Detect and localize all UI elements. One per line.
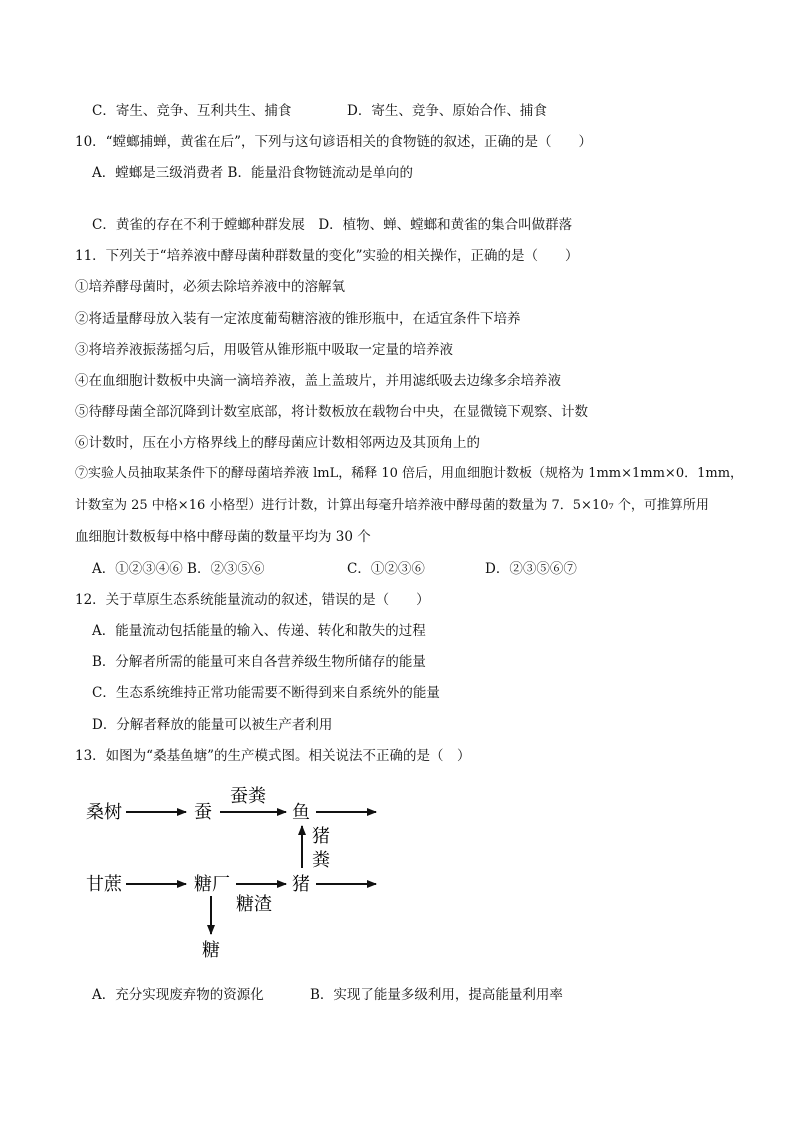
q12-stem: 12．关于草原生态系统能量流动的叙述，错误的是（ ） (75, 592, 430, 608)
q10-options-cd: C．黄雀的存在不利于螳螂种群发展 D．植物、蝉、螳螂和黄雀的集合叫做群落 (92, 217, 573, 233)
q12-option-d: D．分解者释放的能量可以被生产者利用 (92, 717, 333, 733)
q11-item-3: ③将培养液振荡摇匀后，用吸管从锥形瓶中吸取一定量的培养液 (75, 342, 453, 358)
sangji-yutang-diagram (70, 770, 400, 970)
q11-item-1: ①培养酵母菌时，必须去除培养液中的溶解氧 (75, 279, 345, 295)
q13-option-b: B．实现了能量多级利用，提高能量利用率 (310, 987, 563, 1003)
q10-stem: 10．“螳螂捕蝉，黄雀在后”，下列与这句谚语相关的食物链的叙述，正确的是（ ） (75, 134, 592, 150)
q9-option-c: C．寄生、竞争、互利共生、捕食 (92, 103, 292, 119)
q9-option-d: D．寄生、竞争、原始合作、捕食 (347, 103, 547, 119)
node-sangshu: 桑树 (86, 802, 122, 823)
label-zhufen-1: 猪 (312, 826, 330, 847)
q10-options-ab: A．螳螂是三级消费者 B．能量沿食物链流动是单向的 (92, 165, 413, 181)
q11-stem: 11．下列关于“培养液中酵母菌种群数量的变化”实验的相关操作，正确的是（ ） (75, 248, 579, 264)
q12-option-b: B．分解者所需的能量可来自各营养级生物所储存的能量 (92, 654, 426, 670)
q13-option-a: A．充分实现废弃物的资源化 (92, 987, 264, 1003)
q11-item-2: ②将适量酵母放入装有一定浓度葡萄糖溶液的锥形瓶中，在适宜条件下培养 (75, 311, 521, 327)
label-tangzha: 糖渣 (236, 894, 272, 915)
node-zhu: 猪 (292, 874, 310, 895)
q11-option-c: C．①②③⑥ (347, 561, 425, 577)
q11-item-6: ⑥计数时，压在小方格界线上的酵母菌应计数相邻两边及其顶角上的 (75, 435, 480, 451)
node-ganzhe: 甘蔗 (86, 874, 122, 895)
node-yu: 鱼 (292, 802, 310, 823)
q11-item-4: ④在血细胞计数板中央滴一滴培养液，盖上盖玻片，并用滤纸吸去边缘多余培养液 (75, 373, 561, 389)
q11-option-d: D．②③⑤⑥⑦ (485, 561, 577, 577)
node-tangchang: 糖厂 (194, 874, 230, 895)
node-tang: 糖 (202, 940, 220, 961)
q11-item-5: ⑤待酵母菌全部沉降到计数室底部，将计数板放在载物台中央，在显微镜下观察、计数 (75, 404, 588, 420)
q11-item-7-line-2: 计数室为 25 中格×16 小格型）进行计数，计算出每毫升培养液中酵母菌的数量为 7．5×10₇ 个，可推算所用 (75, 498, 709, 513)
label-zhufen-2: 粪 (312, 850, 330, 871)
q12-option-c: C．生态系统维持正常功能需要不断得到来自系统外的能量 (92, 685, 440, 701)
q11-item-7-line-3: 血细胞计数板每中格中酵母菌的数量平均为 30 个 (75, 529, 371, 545)
q12-option-a: A．能量流动包括能量的输入、传递、转化和散失的过程 (92, 623, 426, 639)
node-can: 蚕 (194, 802, 212, 823)
label-canfen: 蚕粪 (230, 786, 266, 807)
q11-item-7-line-1: ⑦实验人员抽取某条件下的酵母菌培养液 lmL，稀释 10 倍后，用血细胞计数板（规格为 1mm×1mm×0．1mm， (75, 466, 744, 481)
q11-option-ab: A．①②③④⑥ B．②③⑤⑥ (92, 561, 265, 577)
q13-stem: 13．如图为“桑基鱼塘”的生产模式图。相关说法不正确的是（ ） (75, 748, 471, 764)
